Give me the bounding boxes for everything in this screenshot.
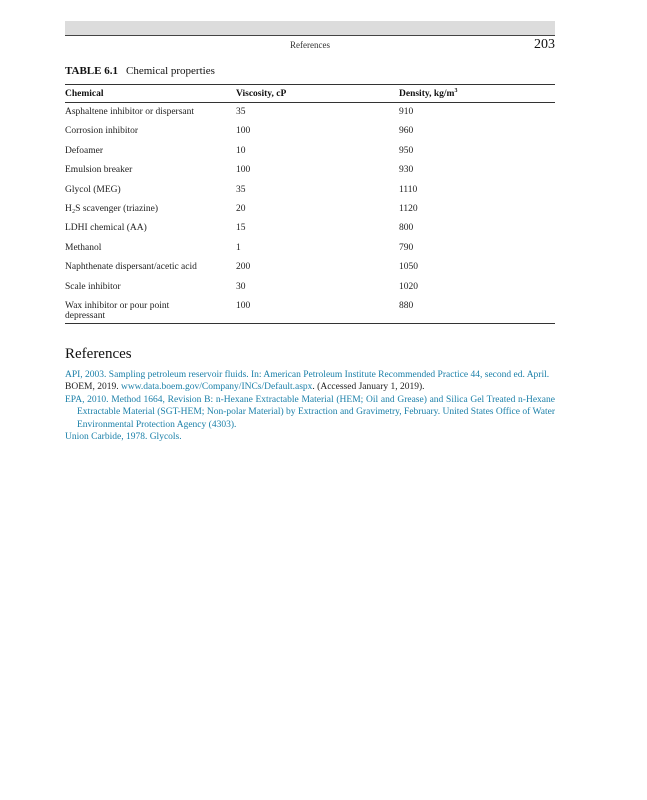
table-row [65, 219, 555, 238]
table-title: Chemical properties [125, 65, 215, 77]
cell-chemical: Glycol (MEG) [65, 184, 121, 195]
reference-boem-link[interactable]: www.data.boem.gov/Company/INCs/Default.aspx [120, 382, 313, 393]
column-header-viscosity: Viscosity, cP [236, 88, 287, 99]
density-header-text: Density, kg/m [399, 89, 455, 100]
cell-chemical: Wax inhibitor or pour point depressant [65, 300, 170, 321]
page-number: 203 [534, 37, 555, 52]
cell-density: 800 [399, 223, 414, 234]
running-head: References [290, 40, 330, 50]
cell-viscosity: 100 [236, 165, 251, 176]
cell-viscosity: 100 [236, 126, 251, 137]
header-rule [65, 35, 555, 36]
cell-viscosity: 30 [236, 281, 246, 292]
cell-chemical: Naphthenate dispersant/acetic acid [65, 262, 197, 273]
column-header-chemical: Chemical [65, 88, 104, 99]
cell-chemical: Defoamer [65, 145, 103, 156]
cell-density: 1120 [399, 203, 418, 214]
cell-density: 1110 [399, 184, 418, 195]
density-header-superscript: 3 [454, 87, 458, 94]
table-caption [65, 65, 215, 77]
reference-epa[interactable]: EPA, 2010. Method 1664, Revision B: n-Hexane Extractable Material (HEM; Oil and Grease) and Silica Gel Treated n-Hexane Extractable Material (SGT-HEM; Non-polar Material) by Extraction and Gravimetry, February. United States Office of Water Environmental Protection Agency (4303). [65, 394, 555, 430]
cell-density: 1050 [399, 262, 418, 273]
cell-chemical: Corrosion inhibitor [65, 126, 139, 137]
cell-density: 1020 [399, 281, 418, 292]
page-top-bar [65, 21, 555, 35]
table-row [65, 239, 555, 258]
chemical-properties-table [65, 85, 555, 324]
table-row [65, 278, 555, 297]
cell-density: 950 [399, 145, 414, 156]
table-row [65, 103, 555, 122]
table-row [65, 297, 555, 323]
table-label: TABLE 6.1 [65, 65, 118, 77]
table-row [65, 200, 555, 219]
reference-boem-prefix: BOEM, 2019. [65, 382, 121, 393]
table-bottom-rule [65, 323, 555, 324]
cell-viscosity: 10 [236, 145, 246, 156]
cell-density: 910 [399, 107, 414, 117]
cell-viscosity: 35 [236, 107, 246, 117]
cell-viscosity: 1 [236, 242, 241, 253]
table-row [65, 122, 555, 141]
reference-boem [65, 381, 555, 393]
cell-chemical: H₂S scavenger (triazine) [65, 203, 158, 214]
cell-viscosity: 200 [236, 262, 251, 273]
cell-density: 930 [399, 165, 414, 176]
references-heading: References [65, 346, 132, 362]
cell-chemical: Emulsion breaker [65, 165, 133, 176]
cell-chemical: Asphaltene inhibitor or dispersant [65, 107, 195, 117]
cell-viscosity: 35 [236, 184, 246, 195]
table-row [65, 142, 555, 161]
cell-density: 960 [399, 126, 414, 137]
reference-api[interactable]: API, 2003. Sampling petroleum reservoir fluids. In: American Petroleum Institute Recommended Practice 44, second ed. April. [65, 370, 550, 380]
cell-viscosity: 100 [236, 300, 251, 311]
references-list [65, 369, 555, 443]
table-row [65, 258, 555, 277]
cell-density: 880 [399, 300, 414, 311]
table-row [65, 181, 555, 200]
cell-chemical: Scale inhibitor [65, 281, 121, 292]
column-header-density [399, 88, 555, 99]
cell-viscosity: 20 [236, 203, 246, 214]
cell-viscosity: 15 [236, 223, 246, 234]
table-header-row [65, 85, 555, 103]
reference-boem-suffix: . (Accessed January 1, 2019). [312, 382, 425, 393]
cell-density: 790 [399, 242, 414, 253]
cell-chemical: Methanol [65, 242, 102, 253]
table-row [65, 161, 555, 180]
cell-chemical: LDHI chemical (AA) [65, 223, 147, 234]
reference-union-carbide[interactable]: Union Carbide, 1978. Glycols. [65, 432, 182, 443]
